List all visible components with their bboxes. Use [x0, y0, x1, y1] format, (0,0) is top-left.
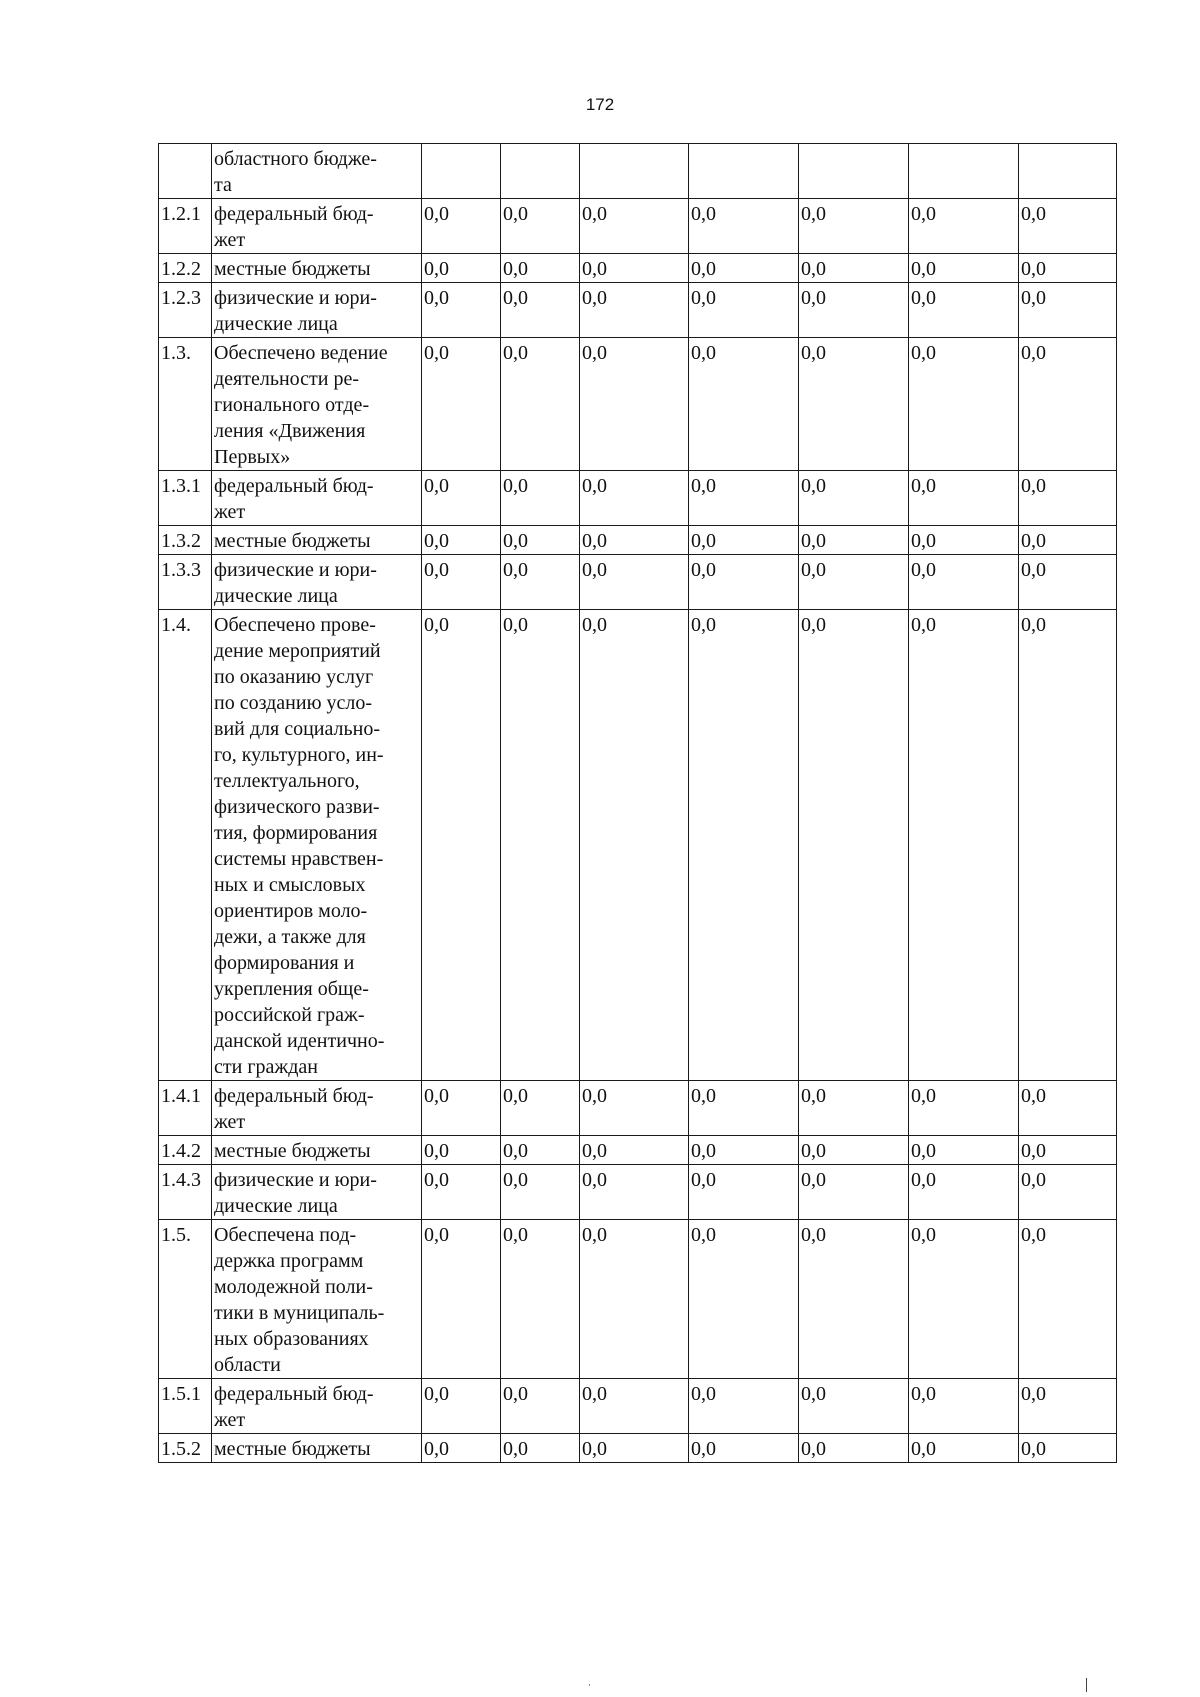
table-body — [159, 144, 1117, 1463]
value-cell: 0,0 — [909, 555, 1019, 610]
value-cell: 0,0 — [909, 283, 1019, 338]
value-cell: 0,0 — [501, 1220, 580, 1379]
value-cell: 0,0 — [422, 1434, 501, 1463]
value-cell: 0,0 — [1019, 555, 1117, 610]
row-description-cell: федеральный бюд- жет — [212, 1081, 422, 1136]
value-cell: 0,0 — [799, 610, 909, 1081]
value-cell: 0,0 — [422, 555, 501, 610]
value-cell — [422, 144, 501, 199]
row-description-cell: местные бюджеты — [212, 1434, 422, 1463]
value-cell: 0,0 — [799, 199, 909, 254]
value-cell: 0,0 — [580, 254, 689, 283]
row-description-cell: местные бюджеты — [212, 526, 422, 555]
value-cell: 0,0 — [689, 471, 799, 526]
value-cell: 0,0 — [909, 1081, 1019, 1136]
value-cell — [501, 144, 580, 199]
value-cell: 0,0 — [799, 338, 909, 471]
row-number-cell: 1.5. — [159, 1220, 212, 1379]
table-row — [159, 283, 1117, 338]
scan-edge-mark — [1086, 1678, 1087, 1692]
value-cell: 0,0 — [909, 1220, 1019, 1379]
row-number-cell: 1.3.1 — [159, 471, 212, 526]
value-cell: 0,0 — [909, 1379, 1019, 1434]
value-cell: 0,0 — [580, 1434, 689, 1463]
budget-table — [158, 143, 1117, 1463]
value-cell — [1019, 144, 1117, 199]
value-cell: 0,0 — [580, 1379, 689, 1434]
value-cell: 0,0 — [580, 610, 689, 1081]
value-cell: 0,0 — [1019, 1081, 1117, 1136]
value-cell: 0,0 — [909, 610, 1019, 1081]
row-description-cell: федеральный бюд- жет — [212, 199, 422, 254]
row-number-cell: 1.3.2 — [159, 526, 212, 555]
row-number-cell: 1.4.3 — [159, 1165, 212, 1220]
value-cell: 0,0 — [422, 1165, 501, 1220]
row-description-cell: местные бюджеты — [212, 1136, 422, 1165]
value-cell: 0,0 — [799, 1434, 909, 1463]
value-cell: 0,0 — [501, 526, 580, 555]
value-cell: 0,0 — [799, 471, 909, 526]
value-cell — [799, 144, 909, 199]
value-cell: 0,0 — [689, 1379, 799, 1434]
value-cell: 0,0 — [422, 254, 501, 283]
value-cell: 0,0 — [689, 199, 799, 254]
value-cell: 0,0 — [689, 1165, 799, 1220]
value-cell: 0,0 — [422, 199, 501, 254]
value-cell: 0,0 — [580, 283, 689, 338]
value-cell: 0,0 — [501, 199, 580, 254]
value-cell: 0,0 — [422, 338, 501, 471]
value-cell: 0,0 — [422, 1379, 501, 1434]
table-row — [159, 610, 1117, 1081]
value-cell: 0,0 — [422, 1081, 501, 1136]
value-cell: 0,0 — [501, 1081, 580, 1136]
row-number-cell — [159, 144, 212, 199]
value-cell: 0,0 — [501, 254, 580, 283]
value-cell: 0,0 — [799, 254, 909, 283]
row-description-cell: физические и юри- дические лица — [212, 1165, 422, 1220]
table-row — [159, 199, 1117, 254]
value-cell: 0,0 — [1019, 1136, 1117, 1165]
value-cell: 0,0 — [1019, 1379, 1117, 1434]
value-cell: 0,0 — [1019, 1434, 1117, 1463]
value-cell: 0,0 — [1019, 199, 1117, 254]
value-cell: 0,0 — [1019, 338, 1117, 471]
table-row — [159, 1081, 1117, 1136]
value-cell: 0,0 — [909, 471, 1019, 526]
row-number-cell: 1.2.1 — [159, 199, 212, 254]
value-cell: 0,0 — [799, 526, 909, 555]
value-cell: 0,0 — [689, 555, 799, 610]
value-cell: 0,0 — [689, 1136, 799, 1165]
table-row — [159, 1136, 1117, 1165]
value-cell: 0,0 — [689, 1081, 799, 1136]
table-row — [159, 555, 1117, 610]
row-number-cell: 1.4.2 — [159, 1136, 212, 1165]
value-cell: 0,0 — [422, 610, 501, 1081]
value-cell — [689, 144, 799, 199]
row-description-cell: Обеспечена под- держка программ молодежной поли- тики в муниципаль- ных образованиях области — [212, 1220, 422, 1379]
value-cell: 0,0 — [1019, 254, 1117, 283]
value-cell: 0,0 — [580, 1081, 689, 1136]
value-cell: 0,0 — [909, 1434, 1019, 1463]
value-cell: 0,0 — [501, 283, 580, 338]
value-cell: 0,0 — [501, 1165, 580, 1220]
row-number-cell: 1.2.2 — [159, 254, 212, 283]
value-cell: 0,0 — [501, 1379, 580, 1434]
table-row — [159, 471, 1117, 526]
table-row — [159, 526, 1117, 555]
value-cell: 0,0 — [501, 1434, 580, 1463]
value-cell: 0,0 — [799, 1136, 909, 1165]
value-cell: 0,0 — [580, 555, 689, 610]
value-cell — [909, 144, 1019, 199]
row-description-cell: физические и юри- дические лица — [212, 283, 422, 338]
value-cell: 0,0 — [689, 283, 799, 338]
value-cell: 0,0 — [909, 526, 1019, 555]
row-description-cell: федеральный бюд- жет — [212, 471, 422, 526]
value-cell: 0,0 — [909, 338, 1019, 471]
value-cell: 0,0 — [580, 471, 689, 526]
value-cell: 0,0 — [422, 526, 501, 555]
value-cell: 0,0 — [580, 338, 689, 471]
row-number-cell: 1.3.3 — [159, 555, 212, 610]
value-cell: 0,0 — [689, 1434, 799, 1463]
value-cell: 0,0 — [1019, 471, 1117, 526]
value-cell: 0,0 — [580, 1136, 689, 1165]
row-number-cell: 1.2.3 — [159, 283, 212, 338]
value-cell: 0,0 — [799, 1081, 909, 1136]
value-cell: 0,0 — [422, 283, 501, 338]
value-cell: 0,0 — [909, 1136, 1019, 1165]
value-cell: 0,0 — [689, 338, 799, 471]
row-description-cell: физические и юри- дические лица — [212, 555, 422, 610]
row-description-cell: областного бюдже- та — [212, 144, 422, 199]
row-description-cell: местные бюджеты — [212, 254, 422, 283]
row-number-cell: 1.5.1 — [159, 1379, 212, 1434]
value-cell: 0,0 — [422, 471, 501, 526]
value-cell: 0,0 — [1019, 1165, 1117, 1220]
value-cell: 0,0 — [580, 526, 689, 555]
row-description-cell: федеральный бюд- жет — [212, 1379, 422, 1434]
row-description-cell: Обеспечено прове- дение мероприятий по оказанию услуг по созданию усло- вий для социально- го, культурного, ин- теллектуального, физического разви- тия, формирования системы нравствен- ных и смысловых ориентиров моло- дежи, а также для формирования и укрепления обще- российской граж- данской идентично- сти граждан — [212, 610, 422, 1081]
table-row — [159, 144, 1117, 199]
value-cell: 0,0 — [501, 1136, 580, 1165]
value-cell: 0,0 — [580, 1165, 689, 1220]
table-row — [159, 338, 1117, 471]
value-cell: 0,0 — [909, 199, 1019, 254]
row-number-cell: 1.5.2 — [159, 1434, 212, 1463]
value-cell: 0,0 — [1019, 283, 1117, 338]
value-cell: 0,0 — [799, 1220, 909, 1379]
value-cell: 0,0 — [689, 526, 799, 555]
value-cell: 0,0 — [501, 610, 580, 1081]
value-cell: 0,0 — [422, 1136, 501, 1165]
value-cell: 0,0 — [1019, 610, 1117, 1081]
value-cell: 0,0 — [689, 1220, 799, 1379]
value-cell: 0,0 — [501, 555, 580, 610]
value-cell: 0,0 — [799, 283, 909, 338]
value-cell: 0,0 — [799, 1379, 909, 1434]
value-cell: 0,0 — [422, 1220, 501, 1379]
table-row — [159, 1165, 1117, 1220]
page-number: 172 — [585, 95, 615, 114]
value-cell: 0,0 — [909, 1165, 1019, 1220]
value-cell: 0,0 — [689, 254, 799, 283]
table-row — [159, 1379, 1117, 1434]
value-cell: 0,0 — [501, 471, 580, 526]
value-cell: 0,0 — [799, 555, 909, 610]
row-number-cell: 1.4.1 — [159, 1081, 212, 1136]
value-cell: 0,0 — [909, 254, 1019, 283]
value-cell: 0,0 — [501, 338, 580, 471]
row-number-cell: 1.4. — [159, 610, 212, 1081]
value-cell: 0,0 — [799, 1165, 909, 1220]
table-row — [159, 254, 1117, 283]
value-cell: 0,0 — [1019, 526, 1117, 555]
table-row — [159, 1434, 1117, 1463]
row-description-cell: Обеспечено ведение деятельности ре- гионального отде- ления «Движения Первых» — [212, 338, 422, 471]
value-cell: 0,0 — [1019, 1220, 1117, 1379]
value-cell: 0,0 — [689, 610, 799, 1081]
value-cell: 0,0 — [580, 199, 689, 254]
value-cell — [580, 144, 689, 199]
value-cell: 0,0 — [580, 1220, 689, 1379]
row-number-cell: 1.3. — [159, 338, 212, 471]
table-row — [159, 1220, 1117, 1379]
scan-speck — [589, 1684, 590, 1686]
